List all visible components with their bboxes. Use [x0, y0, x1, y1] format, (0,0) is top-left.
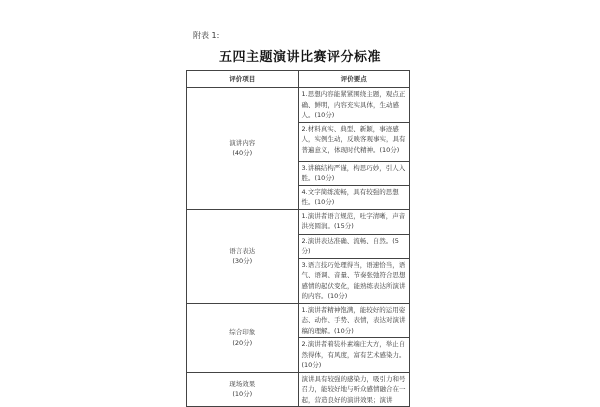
scoring-table [186, 70, 410, 407]
table-row [187, 88, 410, 123]
category-cell [187, 209, 299, 303]
category-name: 综合印象 [229, 328, 256, 336]
category-cell [187, 372, 299, 407]
category-points: (20分) [232, 338, 253, 347]
document-title: 五四主题演讲比赛评分标准 [218, 50, 381, 65]
table-row [187, 303, 410, 338]
category-cell [187, 88, 299, 210]
table-header-row [187, 71, 410, 88]
category-points: (10分) [232, 390, 253, 399]
criteria-cell: 2.演讲者着装朴素端庄大方，举止自然得体，有风度，富有艺术感染力。(10分) [298, 338, 410, 373]
criteria-cell: 演讲具有较强的感染力，吸引力和号召力，能较好地与听众感情融合在一起，营造良好的演讲效果；演讲 [298, 372, 410, 407]
criteria-cell: 3.语言技巧处理得当，语速恰当，语气、语调、音量、节奏张弛符合思想感情的起伏变化，能熟练表达所演讲的内容。(10分) [298, 258, 410, 303]
table-row [187, 372, 410, 407]
category-name: 现场效果 [229, 379, 256, 388]
category-name: 演讲内容 [229, 138, 256, 147]
header-criteria: 评价要点 [298, 71, 410, 88]
category-points: (30分) [232, 257, 253, 265]
table-row [187, 209, 410, 234]
criteria-cell: 1.演讲者语言规范，吐字清晰，声音洪亮圆润。(15分) [298, 209, 410, 234]
category-points: (40分) [232, 149, 253, 158]
criteria-cell: 2.材料真实、典型、新颖，事迹感人，实例生动，反映客观事实，具有普遍意义，体现时代精神。(10分) [298, 122, 410, 161]
category-cell [187, 303, 299, 372]
criteria-cell: 3.讲稿结构严谨，构思巧妙，引人入胜。(10分) [298, 161, 410, 185]
category-name: 语言表达 [229, 246, 256, 255]
criteria-cell: 4.文字简练流畅，具有较强的思想性。(10分) [298, 185, 410, 209]
appendix-label: 附表 1: [193, 31, 220, 40]
criteria-cell: 2.演讲表达准确、流畅、自然。(5分) [298, 234, 410, 258]
criteria-cell: 1.演讲者精神饱满，能较好的运用姿态、动作、手势、表情，表达对演讲稿的理解。(10分) [298, 303, 410, 338]
criteria-cell: 1.思想内容能紧紧围绕主题，观点正确、鲜明，内容充实具体，生动感人。(10分) [298, 88, 410, 123]
header-category: 评价项目 [187, 71, 299, 88]
